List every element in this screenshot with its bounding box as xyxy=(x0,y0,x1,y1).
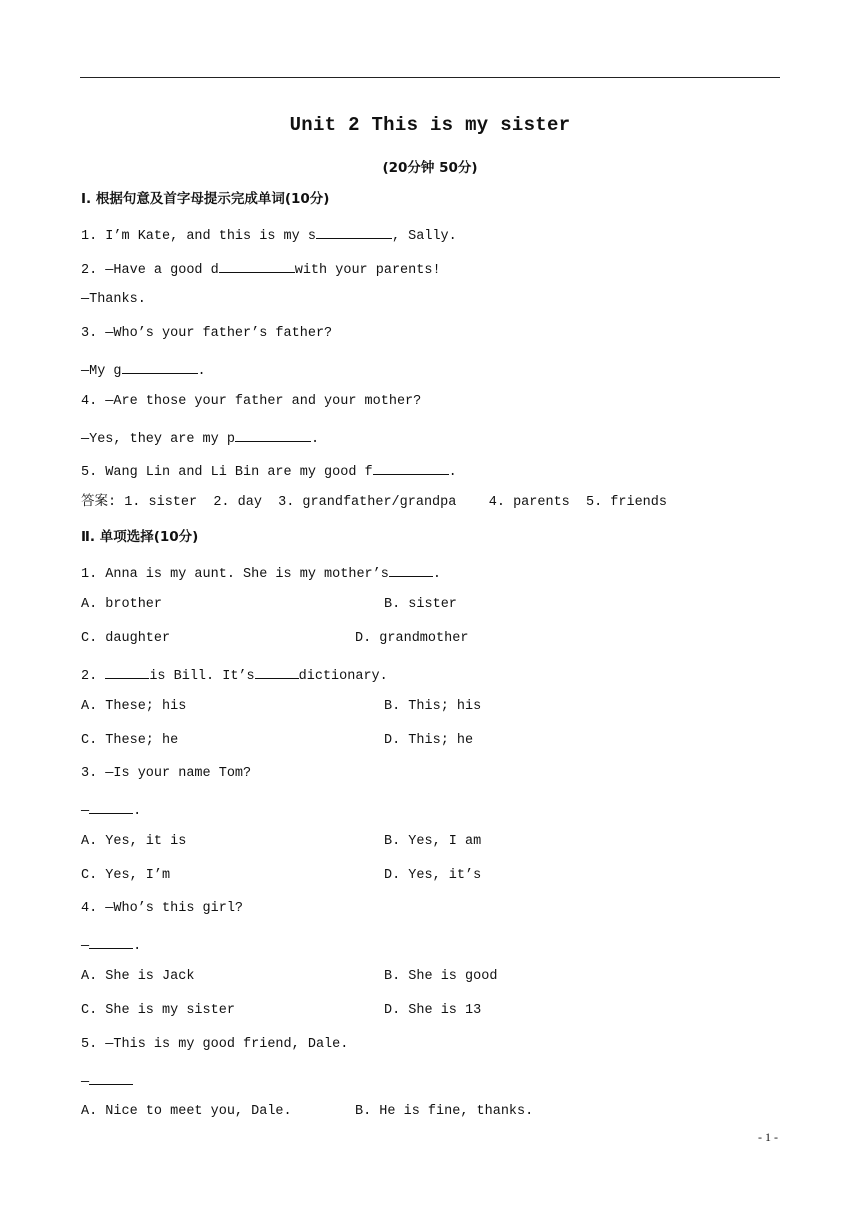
s2-question-5: 5. —This is my good friend, Dale. xyxy=(81,1037,349,1052)
header-rule xyxy=(80,77,780,78)
s2-q4-option-b: B. She is good xyxy=(384,969,498,984)
s1-q2-reply: —Thanks. xyxy=(81,292,146,307)
s2-q1-option-d: D. grandmother xyxy=(355,631,469,646)
s2-q2-option-a: A. These; his xyxy=(81,699,187,714)
s2-q3-dash: — xyxy=(81,804,90,819)
answer-blank xyxy=(389,562,433,577)
s2-q1-option-a: A. brother xyxy=(81,597,163,612)
s1-q1-text-end: , Sally. xyxy=(391,229,457,244)
s1-question-4: 4. —Are those your father and your mother? xyxy=(81,394,422,409)
s2-q4-reply xyxy=(81,934,141,956)
s2-q4-dash: — xyxy=(81,939,90,954)
s1-q3-reply-end: . xyxy=(197,364,206,379)
answer-blank xyxy=(255,664,299,679)
s1-q4-reply-text: —Yes, they are my p xyxy=(81,432,235,447)
s1-q5-text: 5. Wang Lin and Li Bin are my good f xyxy=(81,465,373,480)
answer-blank xyxy=(89,934,133,949)
answer-blank xyxy=(219,258,295,273)
answer-blank xyxy=(89,799,133,814)
s1-q1-text: 1. I’m Kate, and this is my s xyxy=(81,229,316,244)
s2-q4-option-c: C. She is my sister xyxy=(81,1003,235,1018)
s2-q5-option-a: A. Nice to meet you, Dale. xyxy=(81,1104,292,1119)
s2-q4-option-d: D. She is 13 xyxy=(384,1003,482,1018)
s1-q4-reply xyxy=(81,427,319,449)
page-number: - 1 - xyxy=(758,1130,778,1144)
s2-q3-option-c: C. Yes, I’m xyxy=(81,868,171,883)
answer-blank xyxy=(122,359,198,374)
s2-question-4: 4. —Who’s this girl? xyxy=(81,901,244,916)
s2-q2-option-c: C. These; he xyxy=(81,733,179,748)
s2-q3-option-a: A. Yes, it is xyxy=(81,834,187,849)
answer-blank xyxy=(235,427,311,442)
s2-q3-option-d: D. Yes, it’s xyxy=(384,868,482,883)
s1-question-5 xyxy=(81,460,457,482)
s1-question-1 xyxy=(81,224,457,246)
s1-q4-reply-end: . xyxy=(310,432,320,447)
s1-q2-text-end: with your parents! xyxy=(294,263,441,278)
s2-q2-text-end: dictionary. xyxy=(298,669,388,684)
s1-question-3: 3. —Who’s your father’s father? xyxy=(81,326,333,341)
s2-question-1 xyxy=(81,562,441,584)
s2-q3-reply-end: . xyxy=(133,804,142,819)
s2-q3-reply xyxy=(81,799,141,821)
s2-question-2 xyxy=(81,664,388,686)
s2-q2-option-b: B. This; his xyxy=(384,699,482,714)
s2-q2-number: 2. xyxy=(81,669,106,684)
s2-q1-option-b: B. sister xyxy=(384,597,457,612)
s2-q2-option-d: D. This; he xyxy=(384,733,474,748)
answer-blank xyxy=(105,664,149,679)
s2-q4-option-a: A. She is Jack xyxy=(81,969,195,984)
s2-q1-option-c: C. daughter xyxy=(81,631,171,646)
s2-q5-option-b: B. He is fine, thanks. xyxy=(355,1104,534,1119)
s2-q4-reply-end: . xyxy=(133,939,142,954)
answer-blank xyxy=(89,1070,133,1085)
page-title: Unit 2 This is my sister xyxy=(289,114,571,136)
page-subtitle: (20分钟 50分) xyxy=(382,160,478,176)
s2-q3-option-b: B. Yes, I am xyxy=(384,834,482,849)
s1-answer-key: 答案: 1. sister 2. day 3. grandfather/grandpa 4. parents 5. friends xyxy=(81,495,667,510)
s1-question-2 xyxy=(81,258,441,280)
s2-q5-dash: — xyxy=(81,1075,90,1090)
s2-q5-reply xyxy=(81,1070,133,1092)
answer-blank xyxy=(316,224,392,239)
s2-q1-text-end: . xyxy=(432,567,441,582)
s1-q5-text-end: . xyxy=(448,465,457,480)
s2-q1-text: 1. Anna is my aunt. She is my mother’s xyxy=(81,567,389,582)
s2-question-3: 3. —Is your name Tom? xyxy=(81,766,252,781)
section1-heading: Ⅰ. 根据句意及首字母提示完成单词(10分) xyxy=(81,191,330,207)
section2-heading: Ⅱ. 单项选择(10分) xyxy=(81,529,199,545)
s1-q3-reply xyxy=(81,359,206,381)
s1-q2-text: 2. —Have a good d xyxy=(81,263,219,278)
answer-blank xyxy=(373,460,449,475)
s2-q2-text: is Bill. It’s xyxy=(149,669,255,684)
s1-q3-reply-text: —My g xyxy=(81,364,122,379)
